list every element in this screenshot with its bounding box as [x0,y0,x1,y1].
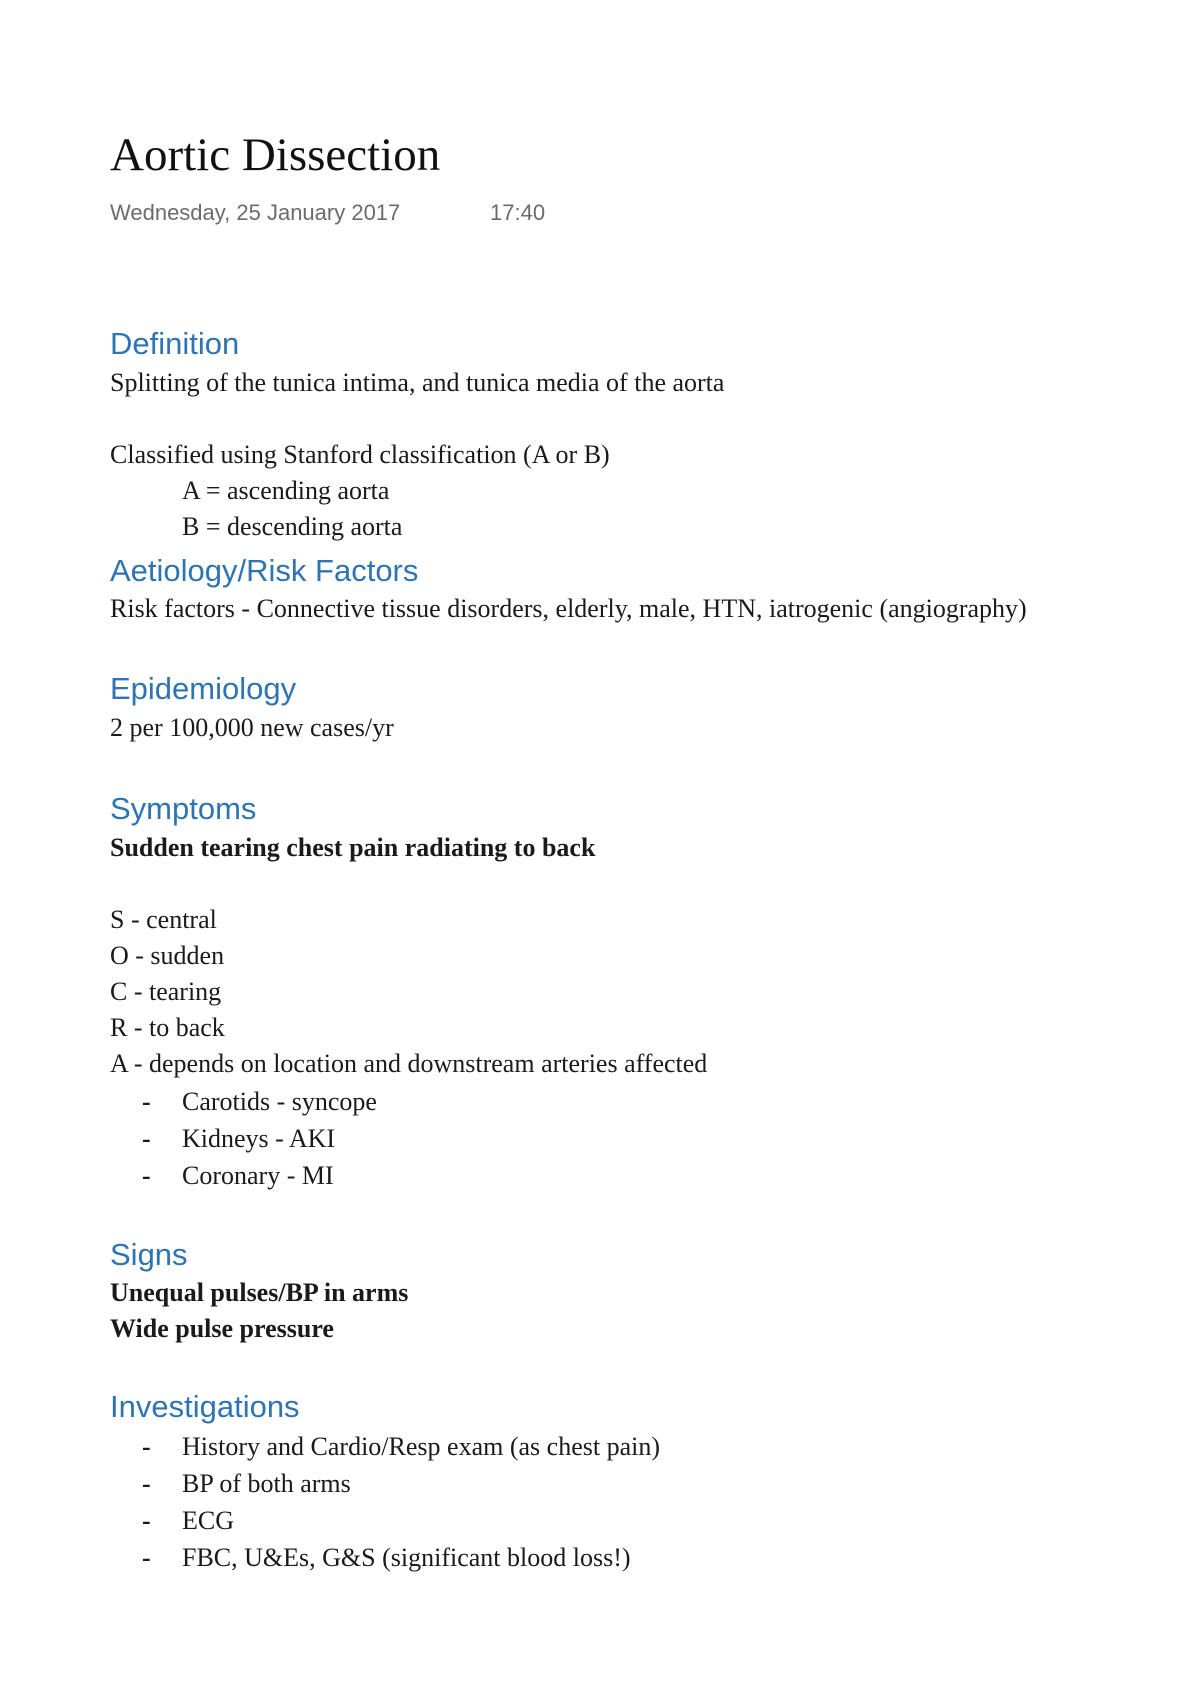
stanford-type-b: B = descending aorta [182,512,403,541]
note-date: Wednesday, 25 January 2017 [110,200,401,225]
bullet-dash: - [142,1469,151,1498]
socrates-character: C - tearing [110,977,222,1006]
list-item: BP of both arms [182,1469,351,1498]
page-title: Aortic Dissection [110,129,441,181]
sign-item: Wide pulse pressure [110,1314,334,1343]
heading-symptoms: Symptoms [110,791,257,826]
list-item: ECG [182,1506,234,1535]
bullet-dash: - [142,1087,151,1116]
list-item: Carotids - syncope [182,1087,377,1116]
bullet-dash: - [142,1124,151,1153]
bullet-dash: - [142,1506,151,1535]
socrates-associated: A - depends on location and downstream arteries affected [110,1049,708,1078]
heading-signs: Signs [110,1237,188,1272]
classification-text: Classified using Stanford classification (A or B) [110,440,610,469]
definition-text: Splitting of the tunica intima, and tunica media of the aorta [110,368,725,397]
socrates-onset: O - sudden [110,941,225,970]
note-time: 17:40 [490,200,546,225]
bullet-dash: - [142,1543,151,1572]
heading-aetiology: Aetiology/Risk Factors [110,553,419,588]
bullet-dash: - [142,1161,151,1190]
list-item: Kidneys - AKI [182,1124,336,1153]
list-item: Coronary - MI [182,1161,334,1190]
heading-definition: Definition [110,326,240,361]
risk-factors-text: Risk factors - Connective tissue disorders, elderly, male, HTN, iatrogenic (angiography) [110,594,1027,623]
list-item: History and Cardio/Resp exam (as chest pain) [182,1432,660,1461]
symptom-summary: Sudden tearing chest pain radiating to back [110,833,596,862]
heading-epidemiology: Epidemiology [110,671,297,706]
list-item: FBC, U&Es, G&S (significant blood loss!) [182,1543,631,1572]
bullet-dash: - [142,1432,151,1461]
incidence-text: 2 per 100,000 new cases/yr [110,713,394,742]
stanford-type-a: A = ascending aorta [182,476,390,505]
socrates-site: S - central [110,905,217,934]
sign-item: Unequal pulses/BP in arms [110,1278,409,1307]
socrates-radiation: R - to back [110,1013,225,1042]
heading-investigations: Investigations [110,1389,300,1424]
